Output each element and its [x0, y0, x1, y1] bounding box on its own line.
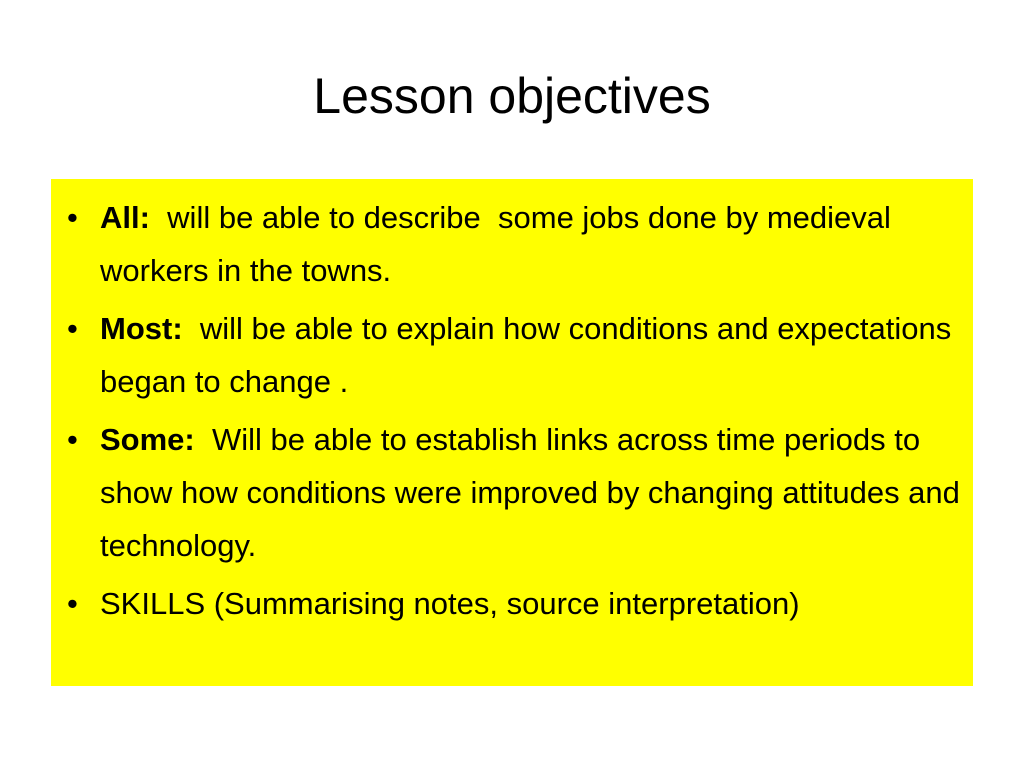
objective-text: will be able to describe some jobs done by medieval workers in the towns.: [100, 200, 900, 288]
objective-label: All:: [100, 200, 150, 235]
objective-some: [51, 413, 973, 572]
objective-skills: [51, 577, 973, 630]
objective-label: Most:: [100, 311, 183, 346]
objectives-list: [51, 191, 973, 635]
slide-title: Lesson objectives: [313, 68, 711, 124]
objective-text: SKILLS (Summarising notes, source interpretation): [100, 586, 800, 621]
objective-all: [51, 191, 973, 297]
bullet-icon: •: [67, 586, 78, 621]
objective-text: Will be able to establish links across time periods to show how conditions were improved by changing attitudes and technology.: [100, 422, 969, 563]
bullet-icon: •: [67, 422, 78, 457]
objective-label: Some:: [100, 422, 195, 457]
objective-most: [51, 302, 973, 408]
bullet-icon: •: [67, 200, 78, 235]
objective-text: will be able to explain how conditions and expectations began to change .: [100, 311, 960, 399]
objectives-box: [51, 179, 973, 686]
bullet-icon: •: [67, 311, 78, 346]
